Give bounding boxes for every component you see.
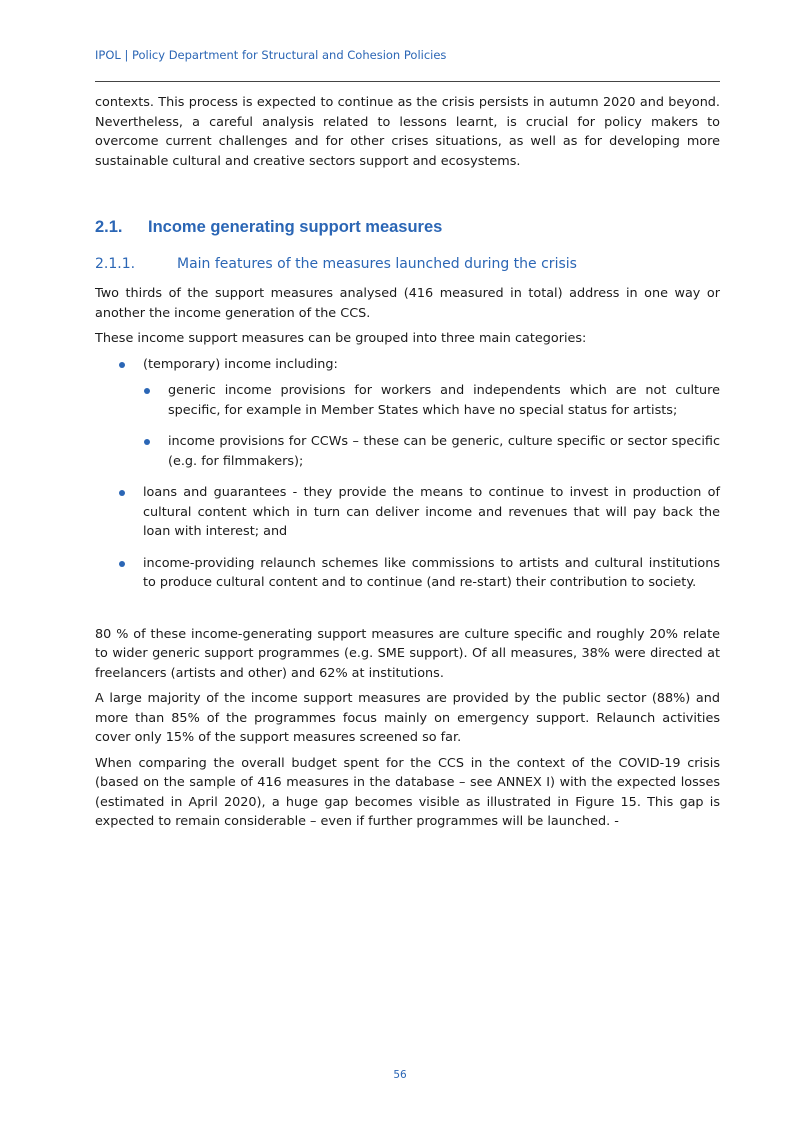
- paragraph: A large majority of the income support measures are provided by the public sector (88%) and more than 85% of the programmes focus mainly on emergency support. Relaunch activities cover only 15% of the support measures screened so far.: [95, 691, 720, 745]
- intro-paragraph: contexts. This process is expected to continue as the crisis persists in autumn 2020 and beyond. Nevertheless, a careful analysis related to lessons learnt, is crucial for policy makers to overcome current challenges and for other crises situations, as well as for developing more sustainable cultural and creative sectors support and ecosystems.: [95, 95, 720, 169]
- list-item-text: income provisions for CCWs – these can be generic, culture specific or sector specific (e.g. for filmmakers);: [168, 434, 720, 469]
- intro-block: [95, 93, 720, 171]
- list-item: [95, 355, 720, 375]
- subsection-title: Main features of the measures launched during the crisis: [177, 256, 577, 272]
- list-item: [95, 483, 720, 542]
- running-header: IPOL | Policy Department for Structural and Cohesion Policies: [95, 48, 447, 62]
- subsection-number: 2.1.1.: [95, 256, 136, 272]
- bullet-icon: [144, 439, 150, 445]
- paragraph: Two thirds of the support measures analysed (416 measured in total) address in one way or another the income generation of the CCS.: [95, 286, 720, 321]
- list-item-text: (temporary) income including:: [143, 356, 338, 372]
- bullet-icon: [144, 388, 150, 394]
- bullet-icon: [119, 561, 125, 567]
- section-body: [95, 284, 720, 832]
- section-number: 2.1.: [95, 218, 123, 236]
- header-divider: [95, 81, 720, 82]
- category-list: [95, 355, 720, 593]
- subsection-heading: [95, 256, 577, 272]
- paragraph: These income support measures can be grouped into three main categories:: [95, 331, 587, 346]
- list-item-text: loans and guarantees - they provide the means to continue to invest in production of cultural content which in turn can deliver income and revenues that will pay back the loan with interest; and: [143, 485, 720, 539]
- paragraph: 80 % of these income-generating support measures are culture specific and roughly 20% relate to wider generic support programmes (e.g. SME support). Of all measures, 38% were directed at freelancers (artists and other) and 62% at institutions.: [95, 626, 720, 681]
- list-item: [95, 554, 720, 593]
- section-heading: [95, 218, 442, 237]
- list-item-text: income-providing relaunch schemes like commissions to artists and cultural institutions to produce cultural content and to continue (and re-start) their contribution to society.: [143, 555, 720, 590]
- bullet-icon: [119, 362, 125, 368]
- list-item: [95, 381, 720, 420]
- list-item: [95, 432, 720, 471]
- section-title: Income generating support measures: [148, 218, 443, 236]
- page-number: 56: [393, 1069, 407, 1081]
- paragraph: When comparing the overall budget spent for the CCS in the context of the COVID-19 crisis (based on the sample of 416 measures in the database – see ANNEX I) with the expected losses (estimated in April 2020), a huge gap becomes visible as illustrated in Figure 15. This gap is expected to remain considerable – even if further programmes will be launched. -: [95, 755, 720, 829]
- bullet-icon: [119, 490, 125, 496]
- list-item-text: generic income provisions for workers and independents which are not culture specific, for example in Member States which have no special status for artists;: [168, 383, 720, 418]
